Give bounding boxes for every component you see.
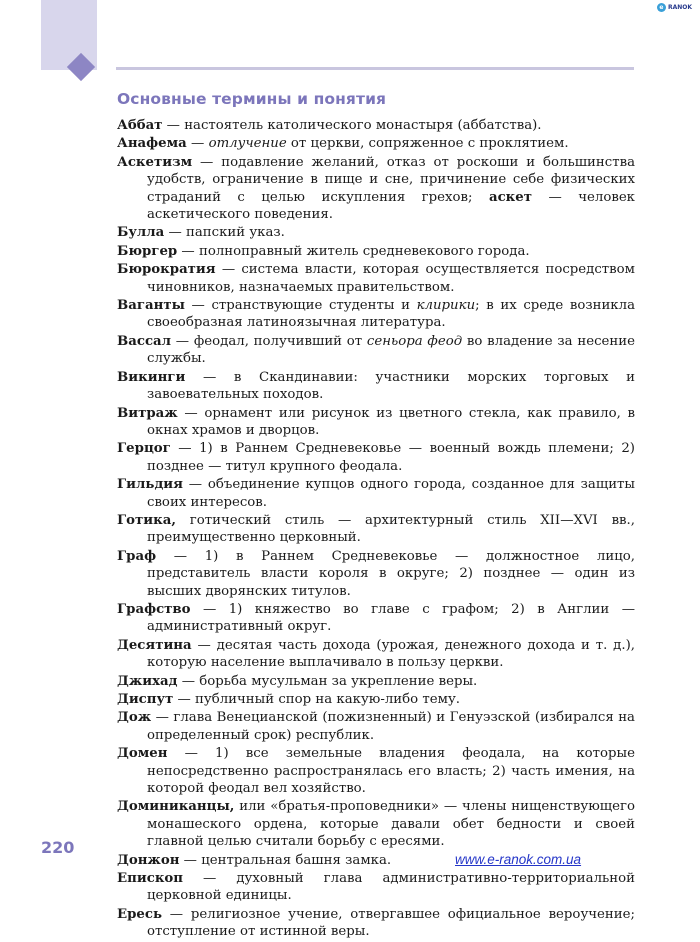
definition: — человек аскетического поведения. <box>147 189 635 223</box>
definition: — система власти, которая осуществляется посредством чиновников, назначаемых правительством. <box>147 262 635 295</box>
term: Дож <box>117 710 152 726</box>
glossary-entry <box>117 637 635 672</box>
term: Аббат <box>117 118 163 133</box>
definition: — подавление желаний, отказ от роскоши и большинства удобств, ограничение в пище и сне, причинение себе физических страданий с целью искупления грехов; <box>147 154 635 205</box>
definition: — 1) в Раннем Средневековье — должностное лицо, представитель власти короля в округе; 2) позднее — один из высших дворянских титулов. <box>147 548 635 599</box>
glossary-entry <box>117 154 635 224</box>
term: Графство <box>117 601 191 617</box>
glossary-entry <box>117 745 635 797</box>
definition: — 1) в Раннем Средневековье — военный вождь племени; 2) позднее — титул крупного феодала. <box>147 441 635 474</box>
term: Булла <box>117 225 165 241</box>
publisher-logo <box>657 3 692 12</box>
glossary-entry <box>117 297 635 332</box>
logo-text: RANOK <box>667 4 692 11</box>
definition: или «братья-проповедники» — члены нищенствующего монашеского ордена, которые давали обет бедности и своей главной целью считали борьбу с ересями. <box>147 799 635 850</box>
glossary-entry <box>117 870 635 905</box>
term: Вассал <box>117 333 172 349</box>
glossary-entry <box>117 369 635 404</box>
definition: — феодал, получивший от <box>171 333 367 349</box>
header-rule <box>116 67 634 70</box>
term: Диспут <box>117 692 174 707</box>
term: Аскетизм <box>117 154 193 170</box>
term: Епископ <box>117 871 184 887</box>
term: Домен <box>117 746 168 762</box>
glossary-list <box>117 117 635 942</box>
glossary-entry <box>117 333 635 368</box>
term: Доминиканцы, <box>117 799 235 815</box>
term: Десятина <box>117 637 192 653</box>
term: Викинги <box>117 369 186 385</box>
definition: — орнамент или рисунок из цветного стекла, как правило, в окнах храмов и дворцов. <box>147 405 635 438</box>
glossary-entry <box>117 405 635 440</box>
term: Джихад <box>117 673 178 689</box>
term: Ваганты <box>117 298 185 314</box>
term: Граф <box>117 548 157 564</box>
glossary-entry <box>117 601 635 636</box>
definition-emphasis: отлучение <box>208 136 287 152</box>
glossary-entry <box>117 440 635 475</box>
definition: — борьба мусульман за укрепление веры. <box>177 673 478 689</box>
definition: — в Скандинавии: участники морских торговых и завоевательных походов. <box>147 369 635 403</box>
glossary-entry <box>117 224 635 241</box>
term: Анафема <box>117 136 187 152</box>
glossary-entry <box>117 261 635 296</box>
definition: — 1) княжество во главе с графом; 2) в Англии — административный округ. <box>147 601 635 635</box>
term: Гильдия <box>117 477 183 493</box>
definition: — публичный спор на какую-либо тему. <box>173 692 461 707</box>
section-heading: Основные термины и понятия <box>117 90 387 108</box>
definition: готический стиль — архитектурный стиль XII—XVI вв., преимущественно церковный. <box>147 512 635 546</box>
term: Донжон <box>117 852 180 868</box>
definition: — полноправный житель средневекового города. <box>177 243 530 259</box>
site-link[interactable]: www.e-ranok.com.ua <box>455 852 582 867</box>
definition: — папский указ. <box>164 225 285 241</box>
term: Бюргер <box>117 243 178 259</box>
page-number: 220 <box>41 838 75 857</box>
definition: — <box>186 136 209 152</box>
glossary-entry <box>117 476 635 511</box>
glossary-entry <box>117 512 635 547</box>
definition: — религиозное учение, отвергавшее официальное вероучение; отступление от истинной веры. <box>147 906 635 940</box>
definition: во владение за несение службы. <box>147 333 635 367</box>
subterm: аскет <box>488 189 532 205</box>
definition: — странствующие студенты и <box>184 298 417 314</box>
definition: — настоятель католического монастыря (аббатства). <box>162 118 542 133</box>
definition: от церкви, сопряженное с проклятием. <box>286 136 569 152</box>
term: Готика, <box>117 512 176 528</box>
definition: — десятая часть дохода (урожая, денежного дохода и т. д.), которую население выплачивало в пользу церкви. <box>147 637 635 671</box>
definition-emphasis: сеньора феод <box>366 333 463 349</box>
glossary-entry <box>117 906 635 941</box>
glossary-entry <box>117 691 635 708</box>
glossary-entry <box>117 135 635 152</box>
definition: ; в их среде возникла своеобразная латиноязычная литература. <box>147 298 635 331</box>
glossary-entry <box>117 673 635 690</box>
glossary-entry <box>117 243 635 260</box>
definition: — духовный глава административно-территориальной церковной единицы. <box>147 871 635 904</box>
definition: — 1) все земельные владения феодала, на которые непосредственно распространялась его власть; 2) часть имения, на которой феодал вел хозяйство. <box>147 746 635 797</box>
glossary-entry <box>117 548 635 600</box>
glossary-entry <box>117 798 635 850</box>
definition: — глава Венецианской (пожизненный) и Генуэзской (избирался на определенный срок) республик. <box>147 710 635 743</box>
term: Герцог <box>117 441 171 457</box>
definition-emphasis: клирики <box>416 298 476 314</box>
glossary-entry <box>117 709 635 744</box>
term: Ересь <box>117 906 163 922</box>
definition: — центральная башня замка. <box>179 852 392 868</box>
logo-mark-icon: e <box>657 3 666 12</box>
term: Витраж <box>117 405 178 421</box>
definition: — объединение купцов одного города, созданное для защиты своих интересов. <box>147 477 635 510</box>
term: Бюрократия <box>117 262 216 278</box>
glossary-entry <box>117 117 635 134</box>
